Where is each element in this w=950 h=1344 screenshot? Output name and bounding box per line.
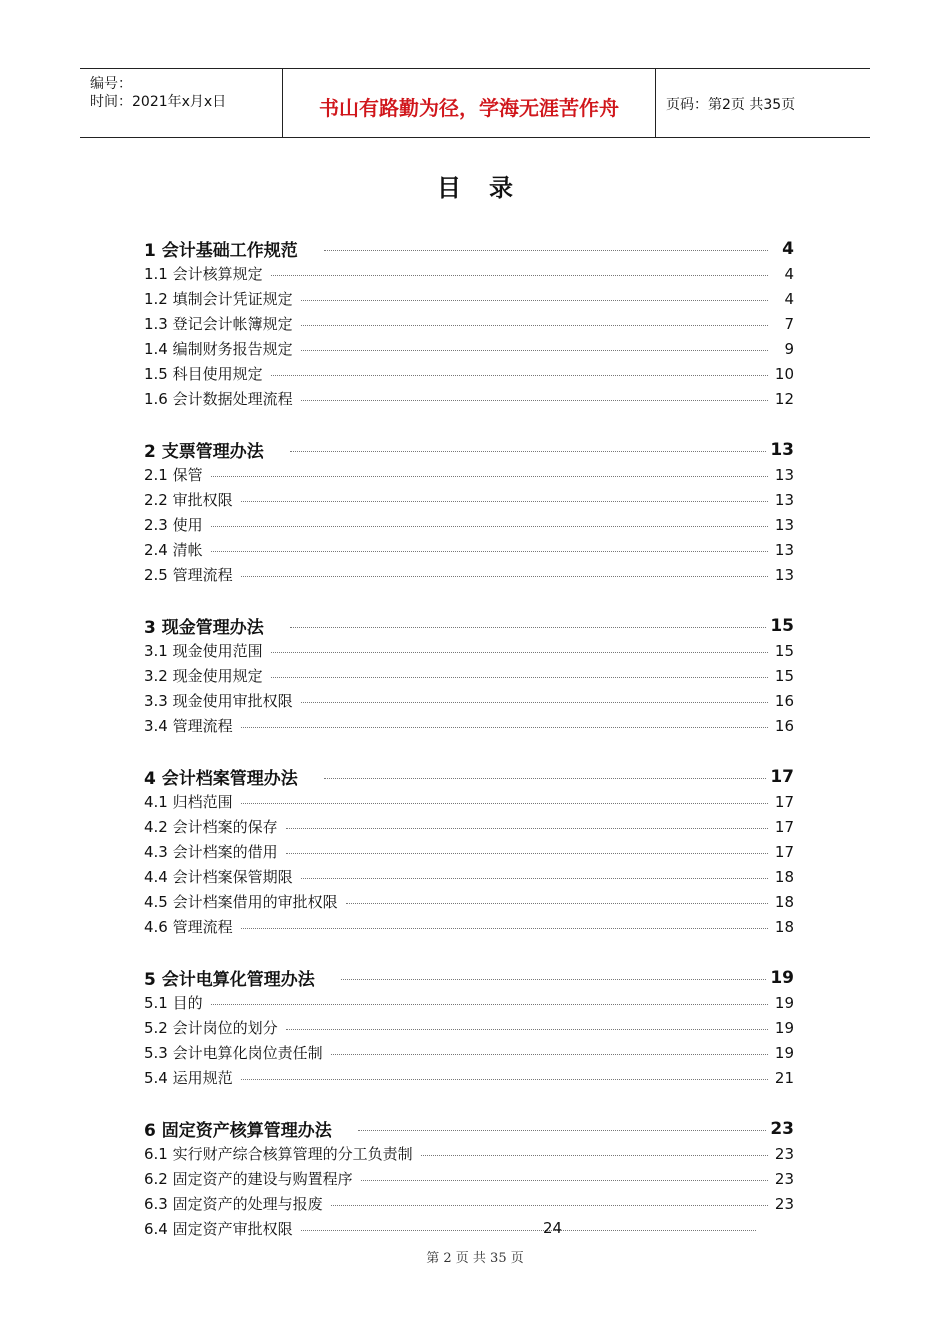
toc-entry-label: 6.4 固定资产审批权限 <box>144 1220 293 1238</box>
header-page-number: 页码：第2页 共35页 <box>666 97 796 113</box>
toc-entry-label: 3.1 现金使用范围 <box>144 642 263 660</box>
toc-entry[interactable] <box>144 814 794 839</box>
toc-section-heading-page-number: 17 <box>770 766 794 787</box>
toc-entry[interactable] <box>144 990 794 1015</box>
dot-leader <box>241 576 768 577</box>
toc-section-heading-page-number: 4 <box>782 238 794 259</box>
toc-section-heading-label: 4 会计档案管理办法 <box>144 769 298 789</box>
dot-leader <box>358 1130 767 1131</box>
toc-entry-label: 4.1 归档范围 <box>144 793 233 811</box>
toc-entry-page-number: 17 <box>774 842 794 861</box>
toc-entry-page-number: 13 <box>774 515 794 534</box>
toc-entry[interactable] <box>144 487 794 512</box>
toc-entry[interactable] <box>144 1015 794 1040</box>
toc-entry-label: 4.5 会计档案借用的审批权限 <box>144 893 338 911</box>
toc-entry-page-number: 17 <box>774 792 794 811</box>
toc-entry-label: 2.3 使用 <box>144 516 203 534</box>
toc-section-heading[interactable] <box>144 965 794 990</box>
toc-entry[interactable] <box>144 1191 794 1216</box>
dot-leader <box>331 1205 768 1206</box>
toc-entry-label: 2.1 保管 <box>144 466 203 484</box>
toc-entry[interactable] <box>144 311 794 336</box>
toc-entry-label: 4.2 会计档案的保存 <box>144 818 278 836</box>
toc-section-heading-page-number: 15 <box>770 615 794 636</box>
dot-leader <box>211 551 768 552</box>
toc-entry[interactable] <box>144 1216 794 1241</box>
toc-entry-label: 1.5 科目使用规定 <box>144 365 263 383</box>
dot-leader <box>301 878 768 879</box>
toc-entry-label: 4.6 管理流程 <box>144 918 233 936</box>
toc-entry-label: 1.1 会计核算规定 <box>144 265 263 283</box>
toc-entry[interactable] <box>144 914 794 939</box>
toc-entry-page-number: 10 <box>774 364 794 383</box>
toc-section-heading[interactable] <box>144 613 794 638</box>
toc-entry-page-number: 12 <box>774 389 794 408</box>
dot-leader <box>271 677 768 678</box>
dot-leader <box>301 325 768 326</box>
dot-leader <box>241 1079 768 1080</box>
header-motto: 书山有路勤为径，学海无涯苦作舟 <box>319 96 619 120</box>
toc-entry-page-number: 16 <box>774 691 794 710</box>
toc-section-gap <box>144 411 794 437</box>
dot-leader <box>286 853 768 854</box>
toc-entry[interactable] <box>144 638 794 663</box>
toc-title: 目录 <box>437 173 541 202</box>
page-header <box>80 68 870 138</box>
dot-leader <box>211 1004 768 1005</box>
toc-entry[interactable] <box>144 1141 794 1166</box>
toc-entry-label: 2.2 审批权限 <box>144 491 233 509</box>
toc-entry-page-number: 15 <box>774 666 794 685</box>
toc-entry-page-number: 18 <box>774 867 794 886</box>
toc-entry-label: 6.2 固定资产的建设与购置程序 <box>144 1170 353 1188</box>
dot-leader <box>271 652 768 653</box>
dot-leader <box>241 501 768 502</box>
toc-section-heading-label: 1 会计基础工作规范 <box>144 241 298 261</box>
toc-entry[interactable] <box>144 261 794 286</box>
dot-leader <box>241 803 768 804</box>
dot-leader <box>301 350 768 351</box>
toc-entry-label: 3.2 现金使用规定 <box>144 667 263 685</box>
dot-leader <box>331 1054 768 1055</box>
toc-entry[interactable] <box>144 839 794 864</box>
toc-section-gap <box>144 939 794 965</box>
toc-entry-label: 5.4 运用规范 <box>144 1069 233 1087</box>
header-page-cell <box>656 69 870 137</box>
toc-entry[interactable] <box>144 889 794 914</box>
toc-entry[interactable] <box>144 512 794 537</box>
toc-entry-label: 3.3 现金使用审批权限 <box>144 692 293 710</box>
header-info-cell <box>80 69 283 137</box>
toc-entry-page-number: 13 <box>774 540 794 559</box>
toc-section-heading-label: 2 支票管理办法 <box>144 442 264 462</box>
toc-section-heading-label: 6 固定资产核算管理办法 <box>144 1121 332 1141</box>
dot-leader <box>241 727 768 728</box>
toc-entry-page-number: 23 <box>774 1169 794 1188</box>
toc-entry-label: 5.1 目的 <box>144 994 203 1012</box>
toc-entry-page-number: 23 <box>774 1144 794 1163</box>
dot-leader <box>324 250 768 251</box>
header-motto-cell <box>283 69 656 137</box>
toc-entry[interactable] <box>144 562 794 587</box>
toc-entry-page-number: 13 <box>774 565 794 584</box>
toc-entry[interactable] <box>144 462 794 487</box>
toc-section-gap <box>144 738 794 764</box>
dot-leader <box>290 451 767 452</box>
dot-leader <box>286 1029 768 1030</box>
toc-section-gap <box>144 587 794 613</box>
dot-leader <box>301 400 768 401</box>
toc-entry-page-number: 19 <box>774 1018 794 1037</box>
page-footer: 第 2 页 共 35 页 <box>426 1251 524 1266</box>
toc-entry-label: 5.2 会计岗位的划分 <box>144 1019 278 1037</box>
toc-entry[interactable] <box>144 789 794 814</box>
toc-entry-page-number: 19 <box>774 1043 794 1062</box>
toc-entry-label: 1.3 登记会计帐簿规定 <box>144 315 293 333</box>
toc-entry-page-number: 4 <box>784 264 794 283</box>
toc-entry[interactable] <box>144 1065 794 1090</box>
toc-section-heading[interactable] <box>144 437 794 462</box>
toc-section-heading-page-number: 13 <box>770 439 794 460</box>
toc-entry[interactable] <box>144 713 794 738</box>
dot-leader <box>241 928 768 929</box>
toc-section-heading[interactable] <box>144 764 794 789</box>
toc-entry-label: 4.4 会计档案保管期限 <box>144 868 293 886</box>
toc-section-heading-label: 3 现金管理办法 <box>144 618 264 638</box>
toc-entry-page-number: 24 <box>543 1219 563 1237</box>
dot-leader <box>271 275 768 276</box>
toc-entry-label: 2.4 清帐 <box>144 541 203 559</box>
document-time-label: 时间：2021年x月x日 <box>90 94 227 110</box>
dot-leader <box>301 702 768 703</box>
toc-entry-page-number: 9 <box>784 339 794 358</box>
toc-entry-label: 6.1 实行财产综合核算管理的分工负责制 <box>144 1145 413 1163</box>
toc-entry-page-number: 18 <box>774 917 794 936</box>
toc-entry-page-number: 4 <box>784 289 794 308</box>
toc-entry-label: 1.4 编制财务报告规定 <box>144 340 293 358</box>
toc-entry[interactable] <box>144 386 794 411</box>
toc-entry-label: 4.3 会计档案的借用 <box>144 843 278 861</box>
toc-entry-page-number: 23 <box>774 1194 794 1213</box>
toc-entry-page-number: 7 <box>784 314 794 333</box>
toc-section-heading[interactable] <box>144 1116 794 1141</box>
toc-entry-page-number: 21 <box>774 1068 794 1087</box>
toc-entry-page-number: 16 <box>774 716 794 735</box>
toc-entry-page-number: 13 <box>774 465 794 484</box>
document-number-label: 编号： <box>90 76 132 92</box>
toc-entry-label: 1.2 填制会计凭证规定 <box>144 290 293 308</box>
toc-entry[interactable] <box>144 361 794 386</box>
toc-entry-page-number: 19 <box>774 993 794 1012</box>
dot-leader <box>286 828 768 829</box>
dot-leader <box>421 1155 768 1156</box>
toc-section-heading-page-number: 19 <box>770 967 794 988</box>
toc-entry[interactable] <box>144 286 794 311</box>
toc-entry-page-number: 18 <box>774 892 794 911</box>
toc-entry-page-number: 17 <box>774 817 794 836</box>
toc-section-heading-label: 5 会计电算化管理办法 <box>144 970 315 990</box>
toc-entry-label: 3.4 管理流程 <box>144 717 233 735</box>
toc-entry[interactable] <box>144 1040 794 1065</box>
toc-entry-page-number: 13 <box>774 490 794 509</box>
toc-entry[interactable] <box>144 1166 794 1191</box>
toc-section-heading[interactable] <box>144 236 794 261</box>
toc-entry-page-number: 15 <box>774 641 794 660</box>
dot-leader <box>211 476 768 477</box>
dot-leader <box>324 778 767 779</box>
dot-leader <box>346 903 768 904</box>
toc-entry[interactable] <box>144 688 794 713</box>
toc-entry[interactable] <box>144 336 794 361</box>
toc-entry[interactable] <box>144 537 794 562</box>
toc-entry-label: 5.3 会计电算化岗位责任制 <box>144 1044 323 1062</box>
dot-leader <box>290 627 767 628</box>
toc-entry[interactable] <box>144 864 794 889</box>
toc-section-gap <box>144 1090 794 1116</box>
dot-leader <box>211 526 768 527</box>
toc-entry[interactable] <box>144 663 794 688</box>
dot-leader <box>361 1180 768 1181</box>
dot-leader <box>341 979 767 980</box>
dot-leader <box>301 300 768 301</box>
dot-leader <box>301 1230 756 1231</box>
toc-entry-label: 1.6 会计数据处理流程 <box>144 390 293 408</box>
toc-section-heading-page-number: 23 <box>770 1118 794 1139</box>
dot-leader <box>271 375 768 376</box>
toc-entry-label: 6.3 固定资产的处理与报废 <box>144 1195 323 1213</box>
table-of-contents <box>144 236 794 1241</box>
toc-entry-label: 2.5 管理流程 <box>144 566 233 584</box>
